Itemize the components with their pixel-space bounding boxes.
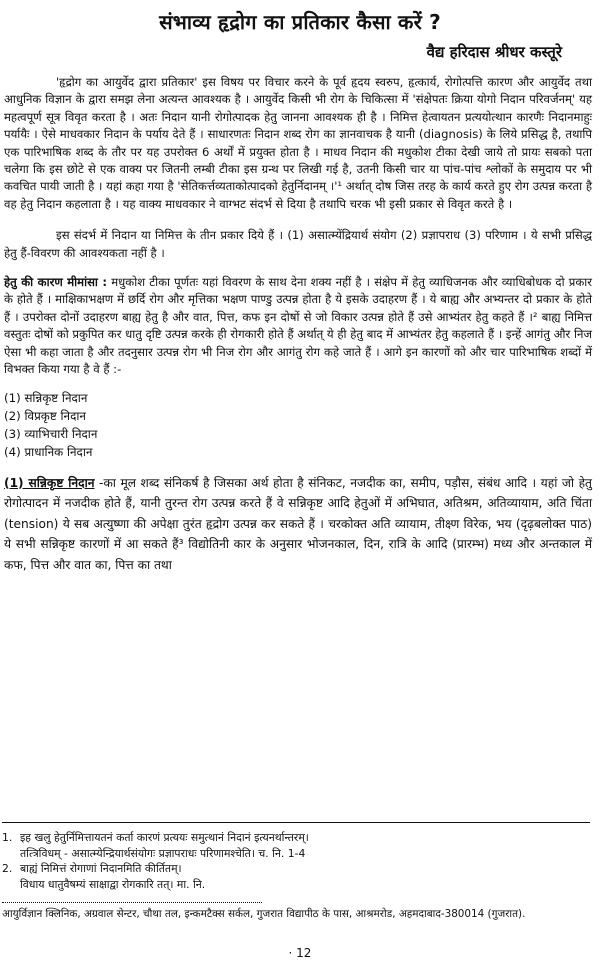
footnote: 1. इह खलु हेतुर्निमित्तायतनं कर्ता कारणं प्रत्ययः समुत्थानं निदानं इत्यनर्थान्तरम्। [2, 831, 309, 844]
list-item: (4) प्राधानिक निदान [4, 444, 93, 459]
paragraph-three-causes: इस संदर्भ में निदान या निमित्त के तीन प्रकार दिये हैं । (1) असात्म्येंद्रियार्थ संयोग (2) प्रज्ञापराध (3) परिणाम । ये सभी प्रसिद्ध हेतु हैं-विवरण की आवश्यकता नहीं है । [4, 228, 592, 260]
footnote: 2. बाह्यं निमित्तं रोगाणां निदानमिति कीर्तितम्। [2, 862, 182, 875]
paragraph-cause-analysis [4, 274, 592, 378]
footnotes [2, 830, 590, 892]
section-text: -का मूल शब्द संनिकर्ष है जिसका अर्थ होता है संनिकट, नजदीक का, समीप, पड़ौस, संबंध आदि । यहां जो हेतु रोगोत्पादन में नजदीक होते हैं, यानी तुरन्त रोग उत्पन्न करते हैं वे सन्निकृष्ट आदि हेतुओं में अभिघात, अतिश्रम, अतिव्यायाम, अति चिंता (tension) ये सब अत्युष्णा की अपेक्षा तुरंत हृद्रोग उत्पन्न कर सकते हैं । चरकोक्त अति व्यायाम, तीक्ष्ण विरेक, भय (दृढ़बलोक्त पाठ) ये सभी सन्निकृष्ट कारणों में आ सकते हैं³ विद्योतिनी कार के अनुसार भोजनकाल, दिन, रात्रि के आदि (प्रारम्भ) मध्य और अन्तकाल में कफ, पित्त और वात का, पित्त का तथा [4, 475, 592, 572]
paragraph-text: मधुकोश टीका पूर्णतः यहां विवरण के साथ देना शक्य नहीं है । संक्षेप में हेतु व्याधिजनक और व्याधिबोधक दो प्रकार के होते हैं । माक्षिकाभक्षण में छर्दि रोग और मृत्तिका भक्षण पाण्डु उत्पन्न होता है ये इसके उदाहरण हैं । ये बाह्य और अभ्यन्तर दो प्रकार के होते हैं । उपरोक्त दोनों उदाहरण बाह्य हेतु है और वात, पित्त, कफ इन दोषों से जो विकार उत्पन्न होते हैं उसे आभ्यंतर हेतु कहते हैं ।² बाह्य निमित्त वस्तुतः दोषों को प्रकुपित कर धातु दृष्टि उत्पन्न करके ही रोगकारी होते हैं अर्थात् ये ही हेतु बाद में आभ्यंतर हेतु कहलाते हैं । इन्हें आगंतु और निज ऐसा भी कहा जाता है और तदनुसार उत्पन्न रोग भी निज रोग और आगंतु रोग कहे जाते हैं । आगे इन कारणों को और चार पारिभाषिक शब्दों में विभक्त किया गया है वे हैं :- [4, 275, 592, 377]
address-divider [2, 902, 262, 903]
footnote: विधाय धातुवैषम्यं साक्षाद्वा रोगकारि तत्। मा. नि. [20, 877, 206, 891]
section-heading: (1) सन्निकृष्ट निदान [4, 475, 95, 490]
paragraph-heading: हेतु की कारण मीमांसा : [4, 275, 108, 290]
list-item: (1) सन्निकृष्ट निदान [4, 390, 88, 405]
footnote: तत्त्रिविधम् - असात्म्येन्द्रियार्थसंयोगः प्रज्ञापराधः परिणामश्चेति। च. नि. 1-4 [20, 846, 306, 860]
author-address: आयुर्विज्ञान क्लिनिक, अग्रवाल सेन्टर, चौथा तल, इन्कमटैक्स सर्कल, गुजरात विद्यापीठ के पास, आश्रमरोड, अहमदाबाद-380014 (गुजरात). [2, 908, 526, 920]
paragraph-intro: 'हृद्रोग का आयुर्वेद द्वारा प्रतिकार' इस विषय पर विचार करने के पूर्व हृदय स्वरुप, हृत्कार्य, रोगोत्पत्ति कारण और आयुर्वेद तथा आधुनिक विज्ञान के द्वारा समझ लेना अत्यन्त आवश्यक है । आयुर्वेद किसी भी रोग के चिकित्सा में 'संक्षेपतः क्रिया योगो निदान परिवर्जनम्' यह महत्वपूर्ण सूत्र विवृत करता है । अतः निदान यानी रोगोत्पादक हेतु जानना आवश्यक ही है । निमित्त हेत्वायतन प्रत्ययोत्थान कारणैः निदानमाहुः पर्यायैः । ऐसे माधवकार निदान के पर्याय देते हैं । साधारणतः निदान शब्द रोग का ज्ञानवाचक है यानी (diagnosis) के लिये प्रसिद्ध है, तथापि एक पारिभाषिक शब्द के तौर पर यह उपरोक्त 6 अर्थों में प्रयुक्त होता है । माधव निदान की मधुकोश टीका देखी जाये तो प्रायः सबको पता चलेगा कि इस छोटे से एक वाक्य पर जितनी लम्बी टीका इस ग्रन्थ पर लिखी गई है, उतनी किसी चार या पांच-पांच श्लोकों के समुदाय पर भी कवचित पायी जाती है । यहां कहा गया है 'सेतिकर्त्तव्यताकोत्पादको हेतुर्निदानम् ।'¹ अर्थात् दोष जिस तरह के कार्य करते हुए रोग उत्पन्न करता है वह हेतु निदान कहलाता है । यह वाक्य माधवकार ने वाग्भट संदर्भ से दिया है तथापि चरक भी इसी प्रकार से विवृत करते है । [4, 75, 593, 211]
list-item: (2) विप्रकृष्ट निदान [4, 408, 86, 423]
list-item: (3) व्याभिचारी निदान [4, 426, 98, 441]
article-body [4, 74, 592, 575]
paragraph-sannikrishta [4, 473, 592, 576]
nidan-types-list [4, 389, 592, 461]
article-title: संभाव्य हृद्रोग का प्रतिकार कैसा करें ? [159, 10, 441, 34]
footnote-divider [2, 822, 590, 823]
page-number: · 12 [288, 946, 312, 960]
author-name: वैद्य हरिदास श्रीधर कस्तूरे [426, 43, 562, 61]
